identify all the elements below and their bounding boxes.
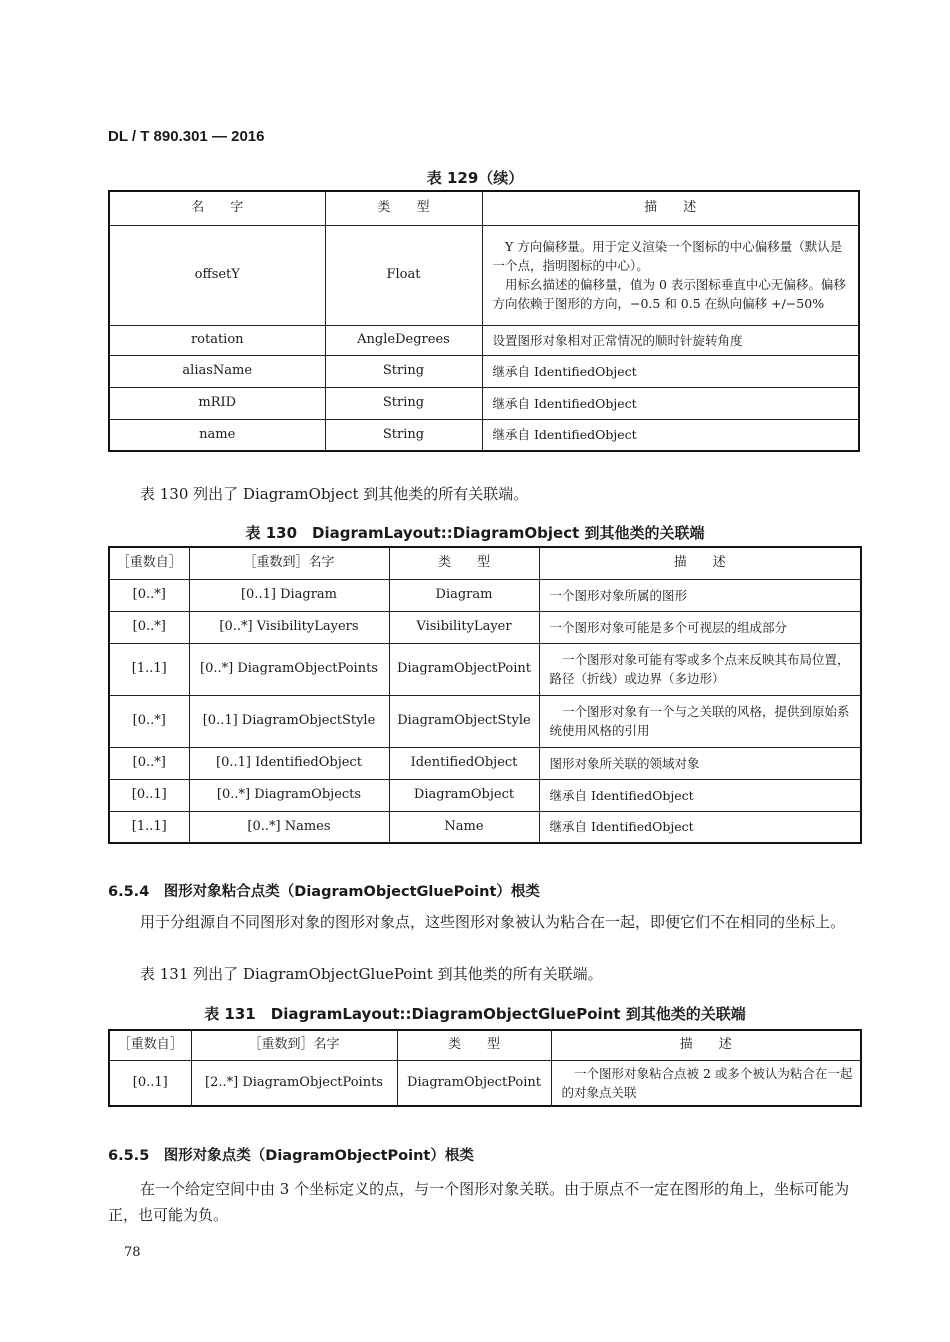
- section-6-5-4-paragraph: 用于分组源自不同图形对象的图形对象点，这些图形对象被认为粘合在一起，即便它们不在相同的坐标上。: [140, 913, 846, 931]
- column-header-name: 名 字: [109, 191, 325, 225]
- table-row: [109, 643, 861, 695]
- table-row: [109, 695, 861, 747]
- table-129: [108, 190, 860, 452]
- column-header-from: ［重数自］: [109, 547, 189, 579]
- table-header-row: [109, 191, 859, 225]
- table-row: [109, 579, 861, 611]
- multiplicity-to-name-cell: [0..*] Names: [189, 811, 389, 843]
- description-cell: 一个图形对象可能有零或多个点来反映其布局位置，路径（折线）或边界（多边形）: [539, 643, 861, 695]
- multiplicity-to-name-cell: [0..*] DiagramObjectPoints: [189, 643, 389, 695]
- attribute-type-cell: String: [325, 387, 482, 419]
- attribute-description-cell: [482, 225, 859, 325]
- table-row: [109, 611, 861, 643]
- column-header-to-name: ［重数到］名字: [191, 1030, 397, 1060]
- section-6-5-5-title: 6.5.5 图形对象点类（DiagramObjectPoint）根类: [108, 1148, 474, 1164]
- table-130: [108, 546, 862, 844]
- description-cell: 一个图形对象可能是多个可视层的组成部分: [539, 611, 861, 643]
- section-6-5-4-title: 6.5.4 图形对象粘合点类（DiagramObjectGluePoint）根类: [108, 884, 540, 900]
- attribute-type-cell: String: [325, 419, 482, 451]
- table-header-row: [109, 547, 861, 579]
- table-header-row: [109, 1030, 861, 1060]
- table-131-caption: 表 131 DiagramLayout::DiagramObjectGluePoint 到其他类的关联端: [204, 1005, 746, 1023]
- attribute-name-cell: rotation: [109, 325, 325, 355]
- table-131: [108, 1029, 862, 1107]
- table-row: [109, 779, 861, 811]
- table-row: [109, 811, 861, 843]
- description-cell: 继承自 IdentifiedObject: [539, 779, 861, 811]
- table-129-caption: 表 129（续）: [426, 169, 524, 187]
- table-row: [109, 1060, 861, 1106]
- table-130-caption: 表 130 DiagramLayout::DiagramObject 到其他类的关联端: [245, 524, 705, 542]
- column-header-type: 类 型: [389, 547, 539, 579]
- attribute-type-cell: String: [325, 355, 482, 387]
- multiplicity-from-cell: [0..*]: [109, 695, 189, 747]
- column-header-description: 描 述: [539, 547, 861, 579]
- table-row: [109, 325, 859, 355]
- description-line: 用标幺描述的偏移量，值为 0 表示图标垂直中心无偏移。偏移方向依赖于图形的方向，−0.5 和 0.5 在纵向偏移 +/−50%: [492, 277, 846, 311]
- multiplicity-to-name-cell: [0..1] DiagramObjectStyle: [189, 695, 389, 747]
- multiplicity-to-name-cell: [0..*] VisibilityLayers: [189, 611, 389, 643]
- multiplicity-to-name-cell: [0..1] IdentifiedObject: [189, 747, 389, 779]
- document-code-header: DL / T 890.301 — 2016: [108, 128, 265, 145]
- description-cell: 继承自 IdentifiedObject: [539, 811, 861, 843]
- page-number: 78: [124, 1245, 141, 1260]
- multiplicity-from-cell: [0..*]: [109, 611, 189, 643]
- description-cell: 一个图形对象粘合点被 2 或多个被认为粘合在一起的对象点关联: [551, 1060, 861, 1106]
- table-row: [109, 225, 859, 325]
- multiplicity-to-name-cell: [0..1] Diagram: [189, 579, 389, 611]
- attribute-name-cell: aliasName: [109, 355, 325, 387]
- multiplicity-to-name-cell: [2..*] DiagramObjectPoints: [191, 1060, 397, 1106]
- attribute-description-cell: 继承自 IdentifiedObject: [482, 387, 859, 419]
- attribute-description-cell: 继承自 IdentifiedObject: [482, 419, 859, 451]
- attribute-description-cell: 设置图形对象相对正常情况的顺时针旋转角度: [482, 325, 859, 355]
- type-cell: IdentifiedObject: [389, 747, 539, 779]
- type-cell: DiagramObjectPoint: [397, 1060, 551, 1106]
- type-cell: Name: [389, 811, 539, 843]
- description-cell: 图形对象所关联的领域对象: [539, 747, 861, 779]
- column-header-type: 类 型: [397, 1030, 551, 1060]
- multiplicity-from-cell: [0..*]: [109, 579, 189, 611]
- type-cell: DiagramObjectStyle: [389, 695, 539, 747]
- multiplicity-from-cell: [0..1]: [109, 779, 189, 811]
- multiplicity-from-cell: [1..1]: [109, 643, 189, 695]
- attribute-description-cell: 继承自 IdentifiedObject: [482, 355, 859, 387]
- column-header-from: ［重数自］: [109, 1030, 191, 1060]
- attribute-name-cell: mRID: [109, 387, 325, 419]
- type-cell: DiagramObjectPoint: [389, 643, 539, 695]
- multiplicity-from-cell: [0..1]: [109, 1060, 191, 1106]
- type-cell: VisibilityLayer: [389, 611, 539, 643]
- description-cell: 一个图形对象有一个与之关联的风格，提供到原始系统使用风格的引用: [539, 695, 861, 747]
- attribute-name-cell: name: [109, 419, 325, 451]
- column-header-description: 描 述: [482, 191, 859, 225]
- multiplicity-from-cell: [0..*]: [109, 747, 189, 779]
- attribute-type-cell: Float: [325, 225, 482, 325]
- table-131-intro: 表 131 列出了 DiagramObjectGluePoint 到其他类的所有关联端。: [140, 965, 603, 983]
- description-cell: 一个图形对象所属的图形: [539, 579, 861, 611]
- description-line: Y 方向偏移量。用于定义渲染一个图标的中心偏移量（默认是一个点，指明图标的中心）。: [492, 239, 843, 273]
- table-row: [109, 355, 859, 387]
- type-cell: DiagramObject: [389, 779, 539, 811]
- table-row: [109, 387, 859, 419]
- column-header-type: 类 型: [325, 191, 482, 225]
- attribute-name-cell: offsetY: [109, 225, 325, 325]
- table-130-intro: 表 130 列出了 DiagramObject 到其他类的所有关联端。: [140, 485, 529, 503]
- column-header-description: 描 述: [551, 1030, 861, 1060]
- type-cell: Diagram: [389, 579, 539, 611]
- multiplicity-from-cell: [1..1]: [109, 811, 189, 843]
- column-header-to-name: ［重数到］名字: [189, 547, 389, 579]
- table-row: [109, 747, 861, 779]
- section-6-5-5-paragraph: 在一个给定空间中由 3 个坐标定义的点，与一个图形对象关联。由于原点不一定在图形的角上，坐标可能为正，也可能为负。: [108, 1180, 850, 1224]
- table-row: [109, 419, 859, 451]
- multiplicity-to-name-cell: [0..*] DiagramObjects: [189, 779, 389, 811]
- attribute-type-cell: AngleDegrees: [325, 325, 482, 355]
